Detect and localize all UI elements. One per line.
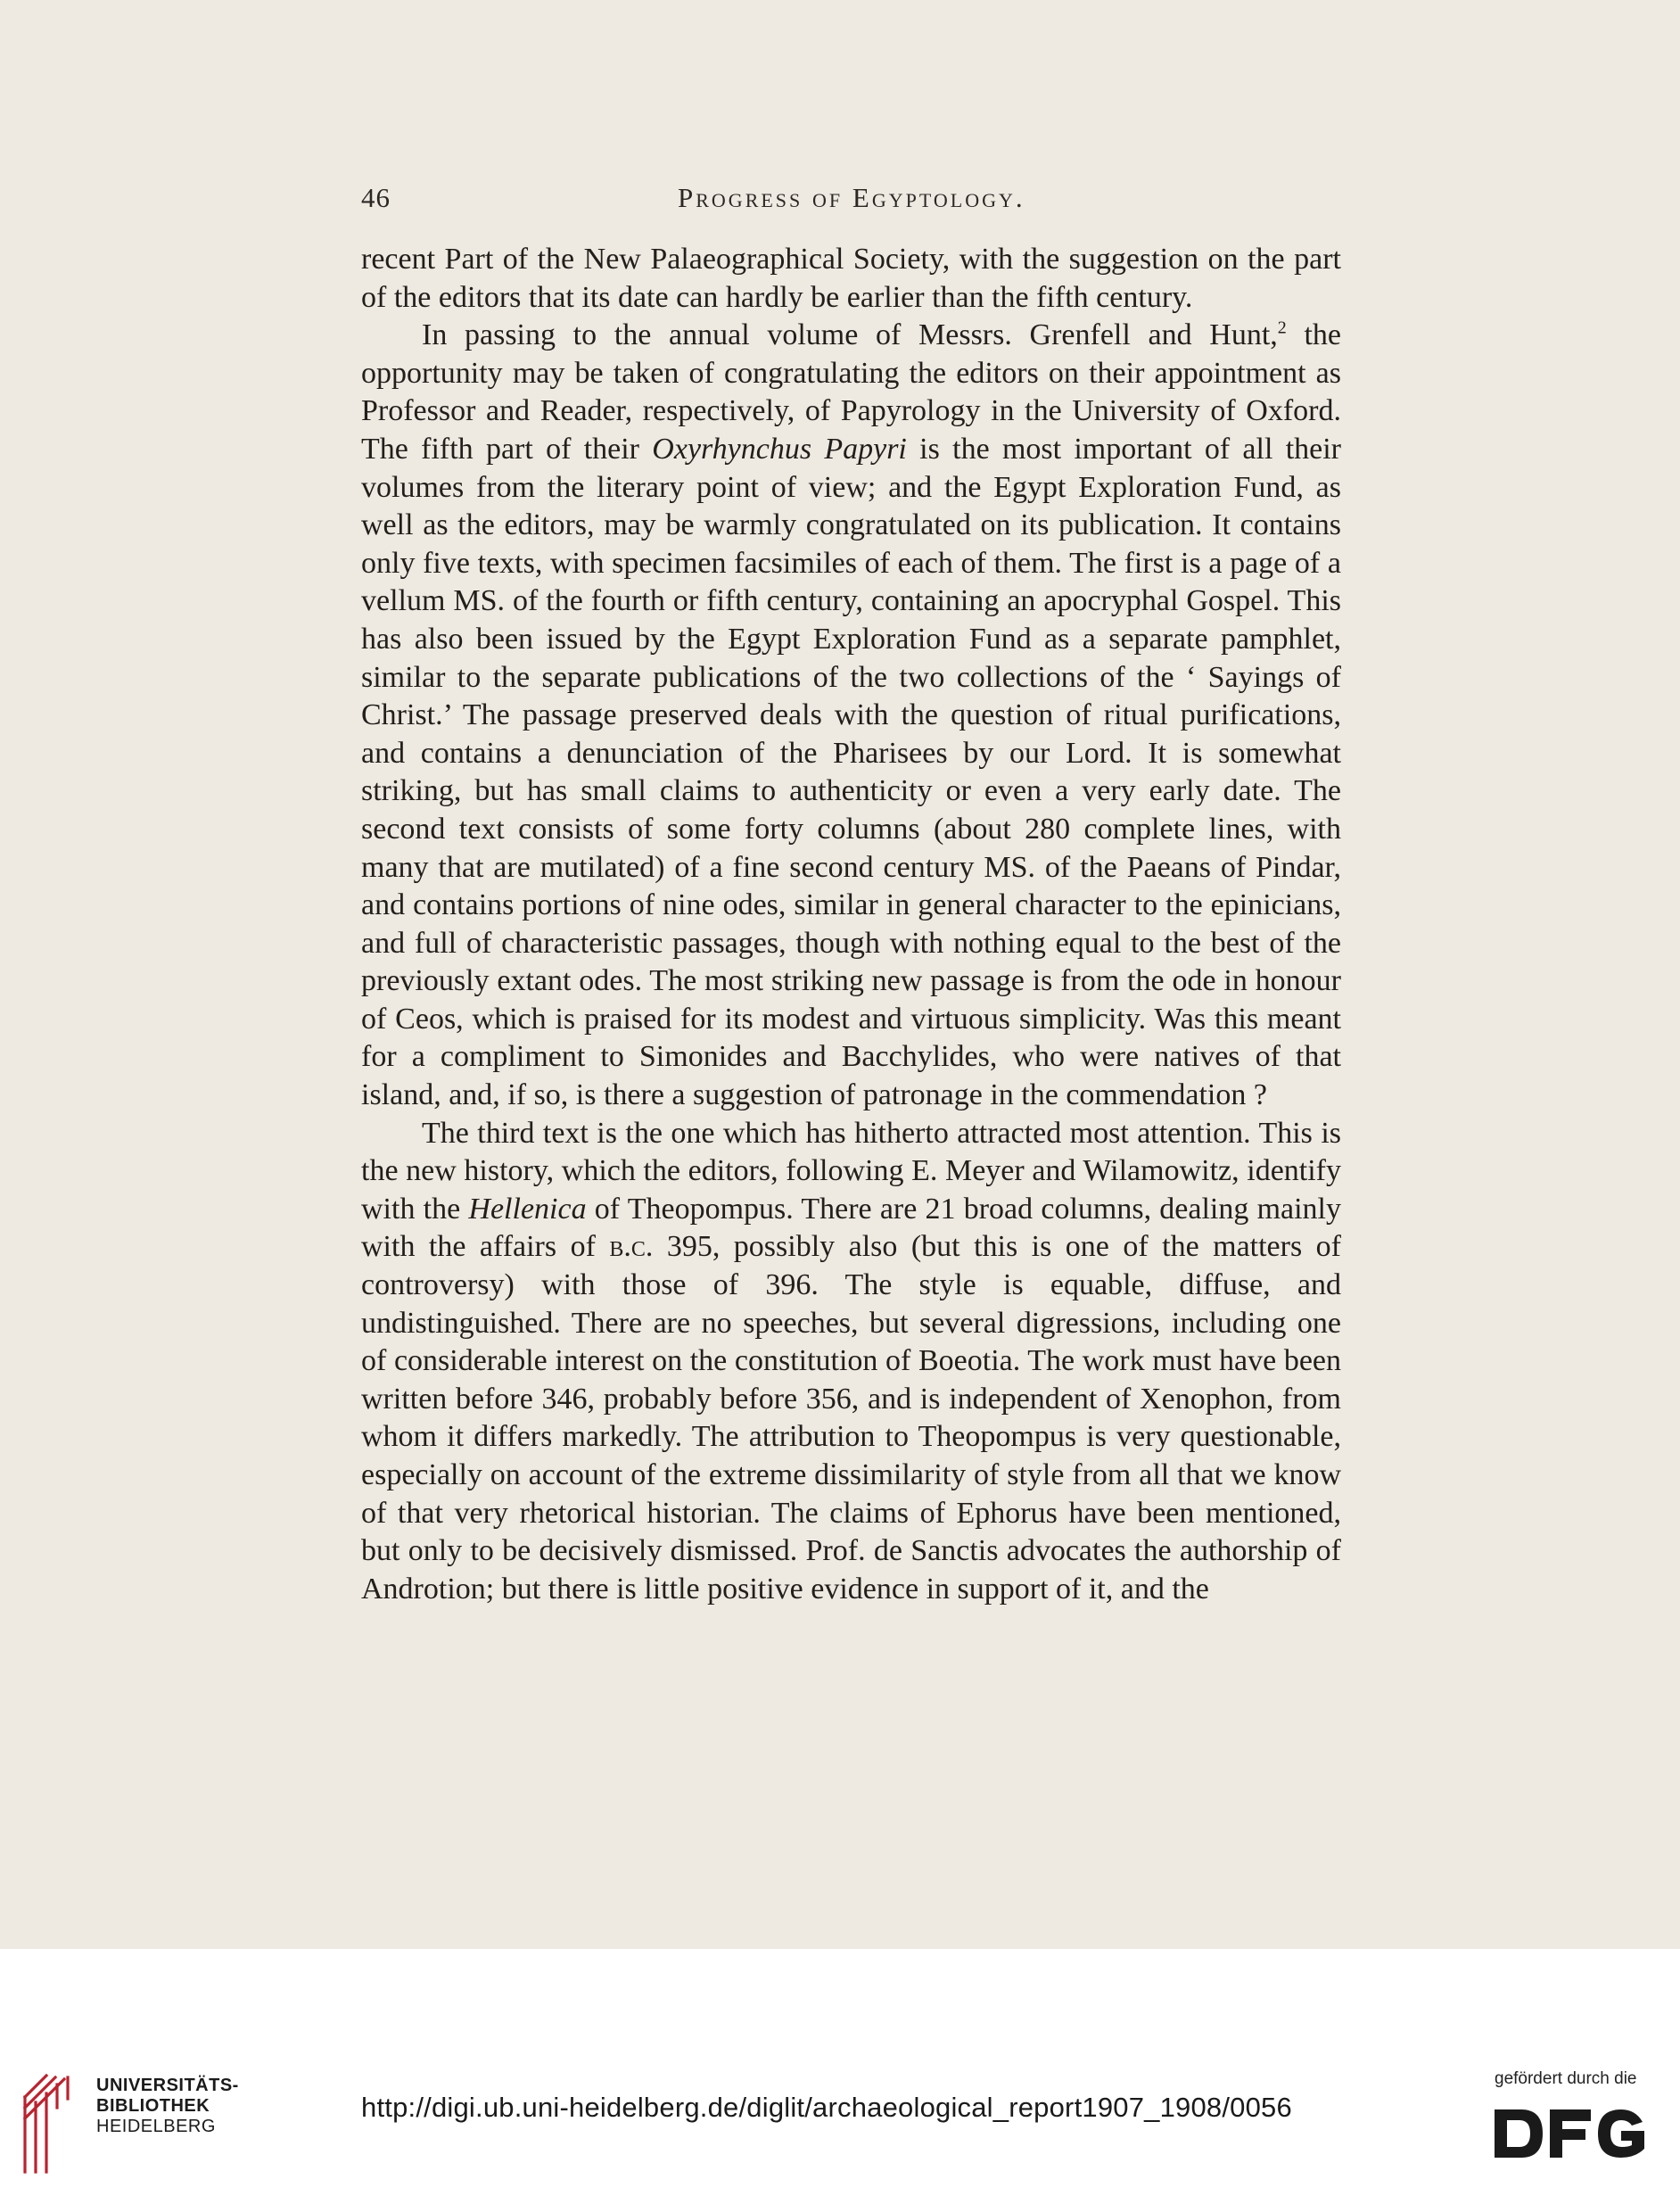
paragraph-3-text-b: of Theopompus. There are 21 broad columns, dealing mainly with the affairs of: [361, 1192, 1341, 1264]
footnote-marker: 2: [1277, 318, 1287, 338]
library-name-line-2: BIBLIOTHEK: [96, 2096, 210, 2116]
paragraph-2-text-c: is the most important of all their volumes from the literary point of view; and the Egypt Exploration Fund, as well as the editors, may be warmly congratulated on its publication. It contains only five texts, with specimen facsimiles of each of them. The first is a page of a vellum MS. of the fourth or fifth century, containing an apocryphal Gospel. This has also been issued by the Egypt Exploration Fund as a separate pamphlet, similar to the separate publications of the two collections of the ‘ Sayings of Christ.’ The passage preserved deals with the question of ritual purifications, and contains a denunciation of the Pharisees by our Lord. It is somewhat striking, but has small claims to authenticity or even a very early date. The second text consists of some forty columns (about 280 complete lines, with many that are mutilated) of a fine second century MS. of the Paeans of Pindar, and contains portions of nine odes, similar in general character to the epinicians, and full of characteristic passages, though with nothing equal to the best of the previously extant odes. The most striking new passage is from the ode in honour of Ceos, which is praised for its modest and virtuous simplicity. Was this meant for a compliment to Simonides and Bacchylides, who were natives of that island, and, if so, is there a suggestion of patronage in the commendation ?: [361, 432, 1341, 1112]
library-name-line-1: UNIVERSITÄTS-: [96, 2076, 239, 2095]
library-name-line-3: HEIDELBERG: [96, 2117, 216, 2136]
paragraph-2-text-a: In passing to the annual volume of Messrs. Grenfell and Hunt,: [422, 318, 1278, 352]
paragraph-3-text-a: The third text is the one which has hitherto attracted most attention. This is the new history, which the editors, following E. Meyer and Wilamowitz, identify with the: [361, 1116, 1341, 1226]
footer-bar: [0, 1949, 1680, 2196]
paragraph-2: [361, 317, 1341, 1114]
permalink-url[interactable]: http://digi.ub.uni-heidelberg.de/diglit/archaeological_report1907_1908/0056: [361, 2092, 1292, 2123]
dfg-logo-icon: [1491, 2102, 1659, 2165]
paragraph-3-text-c: 395, possibly also (but this is one of the matters of controversy) with those of 396. The style is equable, diffuse, and undistinguished. There are no speeches, but several digressions, including one of considerable interest on the constitution of Boeotia. The work must have been written before 346, probably before 356, and is independent of Xenophon, from whom it differs markedly. The attribution to Theopompus is very questionable, especially on account of the extreme dissimilarity of style from all that we know of that very rhetorical historian. The claims of Ephorus have been mentioned, but only to be decisively dismissed. Prof. de Sanctis advocates the authorship of Androtion; but there is little positive evidence in support of it, and the: [361, 1230, 1341, 1606]
paragraph-1: [361, 241, 1341, 317]
paragraph-1-text: recent Part of the New Palaeographical Society, with the suggestion on the part of the editors that its date can hardly be earlier than the fifth century.: [361, 243, 1341, 314]
library-name: [96, 2076, 239, 2137]
paragraph-3: [361, 1115, 1341, 1609]
page-title: Progress of Egyptology.: [678, 182, 1025, 213]
university-library-logo-icon: [20, 2072, 91, 2177]
small-caps-bc: b.c.: [609, 1230, 654, 1264]
funding-note: gefördert durch die: [1495, 2069, 1637, 2088]
paragraph-2-text-b: the opportunity may be taken of congratulating the editors on their appointment as Professor and Reader, respectively, of Papyrology in the University of Oxford. The fifth part of their: [361, 318, 1341, 466]
italic-title-hellenica: Hellenica: [468, 1192, 587, 1226]
body-text: [361, 241, 1341, 1608]
page-number: 46: [361, 182, 391, 213]
italic-title-oxyrhynchus: Oxyrhynchus Papyri: [652, 432, 907, 466]
running-head: [361, 175, 1342, 219]
